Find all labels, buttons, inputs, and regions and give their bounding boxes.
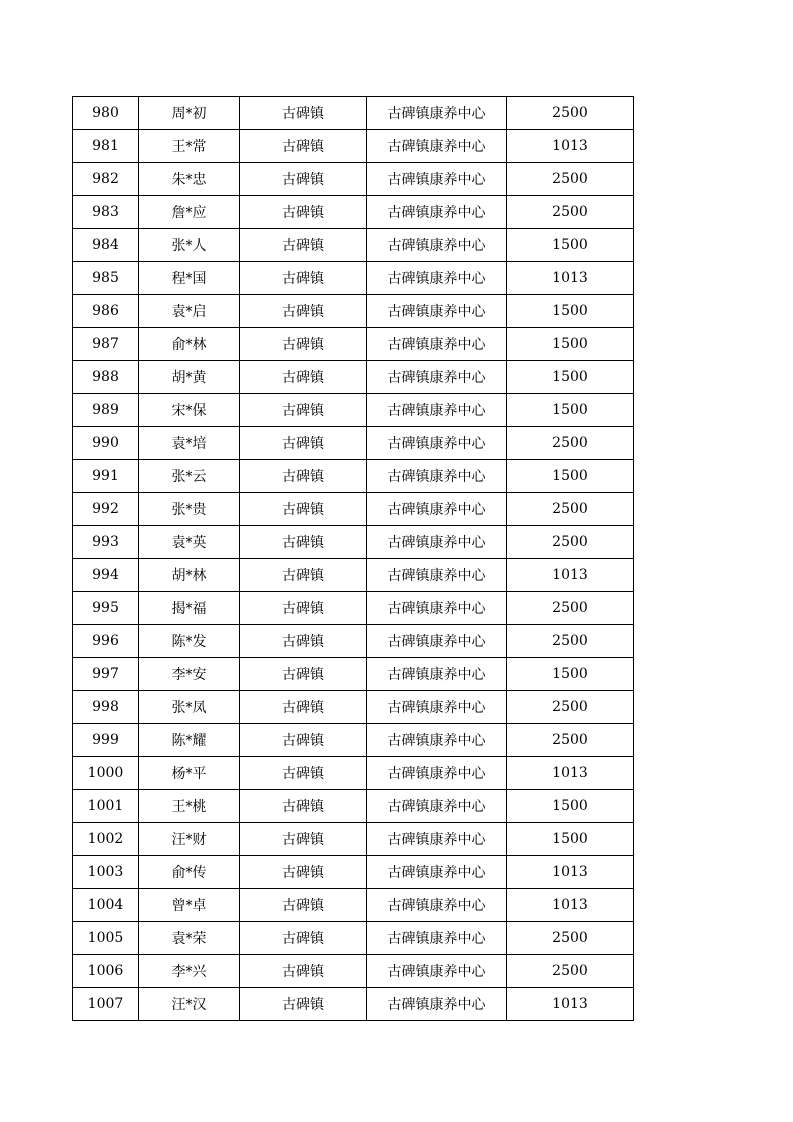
table-row [73,658,634,691]
care-center-cell: 古碑镇康养中心 [367,295,507,328]
table-row [73,922,634,955]
name-cell: 周*初 [139,97,240,130]
amount-cell: 2500 [507,163,634,196]
name-cell: 曾*卓 [139,889,240,922]
name-cell: 揭*福 [139,592,240,625]
care-center-cell: 古碑镇康养中心 [367,724,507,757]
table-row [73,427,634,460]
care-center-cell: 古碑镇康养中心 [367,130,507,163]
amount-cell: 2500 [507,493,634,526]
row-number-cell: 985 [73,262,139,295]
care-center-cell: 古碑镇康养中心 [367,922,507,955]
town-cell: 古碑镇 [240,724,367,757]
town-cell: 古碑镇 [240,130,367,163]
care-center-cell: 古碑镇康养中心 [367,790,507,823]
row-number-cell: 1005 [73,922,139,955]
amount-cell: 1500 [507,394,634,427]
row-number-cell: 1007 [73,988,139,1021]
amount-cell: 2500 [507,427,634,460]
care-center-cell: 古碑镇康养中心 [367,163,507,196]
amount-cell: 1500 [507,295,634,328]
amount-cell: 2500 [507,955,634,988]
table-row [73,493,634,526]
amount-cell: 2500 [507,922,634,955]
care-center-cell: 古碑镇康养中心 [367,196,507,229]
town-cell: 古碑镇 [240,658,367,691]
amount-cell: 1500 [507,823,634,856]
row-number-cell: 989 [73,394,139,427]
amount-cell: 1500 [507,361,634,394]
amount-cell: 1500 [507,229,634,262]
name-cell: 袁*荣 [139,922,240,955]
name-cell: 王*常 [139,130,240,163]
town-cell: 古碑镇 [240,427,367,460]
town-cell: 古碑镇 [240,328,367,361]
town-cell: 古碑镇 [240,295,367,328]
row-number-cell: 1003 [73,856,139,889]
table-row [73,97,634,130]
care-center-cell: 古碑镇康养中心 [367,592,507,625]
town-cell: 古碑镇 [240,922,367,955]
town-cell: 古碑镇 [240,955,367,988]
name-cell: 袁*启 [139,295,240,328]
care-center-cell: 古碑镇康养中心 [367,856,507,889]
table-row [73,295,634,328]
care-center-cell: 古碑镇康养中心 [367,823,507,856]
amount-cell: 1500 [507,460,634,493]
care-center-cell: 古碑镇康养中心 [367,394,507,427]
row-number-cell: 990 [73,427,139,460]
name-cell: 李*安 [139,658,240,691]
table-row [73,757,634,790]
amount-cell: 1013 [507,988,634,1021]
town-cell: 古碑镇 [240,394,367,427]
row-number-cell: 991 [73,460,139,493]
name-cell: 张*凤 [139,691,240,724]
town-cell: 古碑镇 [240,889,367,922]
name-cell: 张*云 [139,460,240,493]
table-body [73,97,634,1021]
care-center-cell: 古碑镇康养中心 [367,262,507,295]
table-row [73,592,634,625]
row-number-cell: 988 [73,361,139,394]
name-cell: 詹*应 [139,196,240,229]
table-row [73,526,634,559]
town-cell: 古碑镇 [240,229,367,262]
amount-cell: 2500 [507,592,634,625]
care-center-cell: 古碑镇康养中心 [367,361,507,394]
row-number-cell: 986 [73,295,139,328]
name-cell: 陈*耀 [139,724,240,757]
care-center-cell: 古碑镇康养中心 [367,691,507,724]
town-cell: 古碑镇 [240,196,367,229]
name-cell: 朱*忠 [139,163,240,196]
name-cell: 杨*平 [139,757,240,790]
row-number-cell: 980 [73,97,139,130]
amount-cell: 1013 [507,130,634,163]
name-cell: 宋*保 [139,394,240,427]
town-cell: 古碑镇 [240,493,367,526]
care-center-cell: 古碑镇康养中心 [367,757,507,790]
town-cell: 古碑镇 [240,790,367,823]
row-number-cell: 999 [73,724,139,757]
table-row [73,790,634,823]
name-cell: 胡*林 [139,559,240,592]
care-center-cell: 古碑镇康养中心 [367,526,507,559]
care-center-cell: 古碑镇康养中心 [367,97,507,130]
table-row [73,130,634,163]
row-number-cell: 1006 [73,955,139,988]
amount-cell: 1013 [507,856,634,889]
amount-cell: 1013 [507,757,634,790]
care-center-cell: 古碑镇康养中心 [367,559,507,592]
name-cell: 袁*培 [139,427,240,460]
amount-cell: 1013 [507,559,634,592]
care-center-cell: 古碑镇康养中心 [367,460,507,493]
table-row [73,196,634,229]
amount-cell: 1013 [507,262,634,295]
row-number-cell: 997 [73,658,139,691]
town-cell: 古碑镇 [240,592,367,625]
name-cell: 陈*发 [139,625,240,658]
row-number-cell: 996 [73,625,139,658]
table-row [73,724,634,757]
care-center-cell: 古碑镇康养中心 [367,955,507,988]
name-cell: 王*桃 [139,790,240,823]
table-row [73,856,634,889]
row-number-cell: 1004 [73,889,139,922]
care-center-cell: 古碑镇康养中心 [367,625,507,658]
care-center-cell: 古碑镇康养中心 [367,988,507,1021]
name-cell: 汪*汉 [139,988,240,1021]
town-cell: 古碑镇 [240,823,367,856]
town-cell: 古碑镇 [240,526,367,559]
table-row [73,229,634,262]
name-cell: 张*人 [139,229,240,262]
table-row [73,625,634,658]
town-cell: 古碑镇 [240,97,367,130]
row-number-cell: 994 [73,559,139,592]
table-row [73,955,634,988]
care-center-cell: 古碑镇康养中心 [367,493,507,526]
row-number-cell: 992 [73,493,139,526]
name-cell: 张*贵 [139,493,240,526]
table-row [73,328,634,361]
name-cell: 俞*林 [139,328,240,361]
table-row [73,394,634,427]
amount-cell: 1500 [507,790,634,823]
table-row [73,262,634,295]
town-cell: 古碑镇 [240,757,367,790]
table-row [73,691,634,724]
amount-cell: 2500 [507,724,634,757]
table-row [73,988,634,1021]
town-cell: 古碑镇 [240,460,367,493]
town-cell: 古碑镇 [240,559,367,592]
table-row [73,460,634,493]
town-cell: 古碑镇 [240,856,367,889]
table-row [73,559,634,592]
amount-cell: 2500 [507,196,634,229]
town-cell: 古碑镇 [240,625,367,658]
row-number-cell: 1002 [73,823,139,856]
name-cell: 汪*财 [139,823,240,856]
amount-cell: 2500 [507,691,634,724]
row-number-cell: 993 [73,526,139,559]
amount-cell: 2500 [507,97,634,130]
care-center-cell: 古碑镇康养中心 [367,229,507,262]
row-number-cell: 1000 [73,757,139,790]
row-number-cell: 1001 [73,790,139,823]
town-cell: 古碑镇 [240,691,367,724]
amount-cell: 2500 [507,526,634,559]
row-number-cell: 987 [73,328,139,361]
name-cell: 胡*黄 [139,361,240,394]
name-cell: 俞*传 [139,856,240,889]
care-center-cell: 古碑镇康养中心 [367,427,507,460]
name-cell: 李*兴 [139,955,240,988]
town-cell: 古碑镇 [240,262,367,295]
table-row [73,889,634,922]
care-center-cell: 古碑镇康养中心 [367,889,507,922]
row-number-cell: 983 [73,196,139,229]
amount-cell: 1500 [507,658,634,691]
row-number-cell: 984 [73,229,139,262]
table-row [73,823,634,856]
care-center-cell: 古碑镇康养中心 [367,328,507,361]
name-cell: 袁*英 [139,526,240,559]
subsidy-table [72,96,634,1021]
town-cell: 古碑镇 [240,988,367,1021]
row-number-cell: 982 [73,163,139,196]
row-number-cell: 981 [73,130,139,163]
town-cell: 古碑镇 [240,163,367,196]
amount-cell: 1013 [507,889,634,922]
table-row [73,163,634,196]
row-number-cell: 995 [73,592,139,625]
table-row [73,361,634,394]
town-cell: 古碑镇 [240,361,367,394]
amount-cell: 1500 [507,328,634,361]
amount-cell: 2500 [507,625,634,658]
name-cell: 程*国 [139,262,240,295]
care-center-cell: 古碑镇康养中心 [367,658,507,691]
row-number-cell: 998 [73,691,139,724]
